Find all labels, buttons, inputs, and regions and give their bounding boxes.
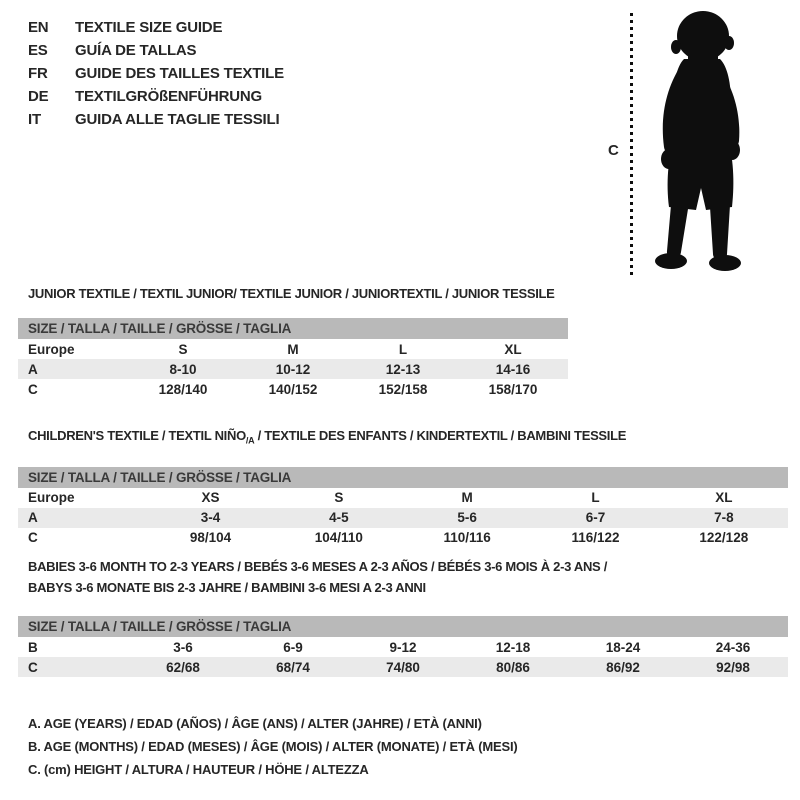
table-row [18,339,568,359]
row-label: Europe [28,341,75,357]
table-cell: 98/104 [189,530,232,546]
size-table-head [18,318,568,339]
size-table-body [18,488,788,548]
table-cell: L [398,341,408,357]
table-cell: 12-13 [385,361,421,377]
row-label: A [28,361,38,377]
table-cell: 6-7 [585,510,606,526]
section-heading [28,283,800,304]
row-label: C [28,381,38,397]
language-code: IT [28,111,41,128]
table-cell: 7-8 [714,510,734,526]
row-label: A [28,510,38,526]
table-cell: 9-12 [389,639,417,655]
table-row [18,657,788,677]
table-cell: 5-6 [457,510,477,526]
table-cell: 12-18 [495,639,531,655]
table-cell: M [287,341,299,357]
language-code: DE [28,88,49,105]
height-measure-label: C [608,142,619,159]
language-code: ES [28,42,48,59]
table-cell: 104/110 [314,530,363,546]
footnotes [28,712,518,781]
table-cell: 128/140 [158,381,208,397]
table-cell: 3-6 [173,639,193,655]
table-cell: 80/86 [496,659,530,675]
language-label: TEXTILE SIZE GUIDE [75,19,223,36]
size-section-3 [28,556,800,677]
row-label: B [28,639,38,655]
table-header-row [18,616,788,637]
table-row [18,637,788,657]
table-cell: 14-16 [495,361,531,377]
table-row [18,508,788,528]
table-cell: 4-5 [329,510,349,526]
table-cell: 110/116 [443,530,491,546]
language-label: TEXTILGRÖßENFÜHRUNG [75,88,263,105]
heading-text: JUNIOR TEXTILE / TEXTIL JUNIOR/ TEXTILE JUNIOR / JUNIORTEXTIL / JUNIOR TESSILE [28,286,555,301]
table-cell: 122/128 [699,530,749,546]
table-cell: 116/122 [571,530,620,546]
table-cell: S [178,341,188,357]
table-cell: XL [715,490,733,506]
footnote-line: C. (cm) HEIGHT / ALTURA / HAUTEUR / HÖHE / ALTEZZA [28,762,369,777]
table-cell: 18-24 [605,639,641,655]
table-header-cell: SIZE / TALLA / TAILLE / GRÖSSE / TAGLIA [18,318,568,339]
section-heading [28,425,800,452]
heading-text: CHILDREN'S TEXTILE / TEXTIL NIÑO [28,428,246,443]
table-header-cell: SIZE / TALLA / TAILLE / GRÖSSE / TAGLIA [18,467,788,488]
table-row [18,528,788,548]
table-cell: 10-12 [275,361,311,377]
toddler-silhouette-icon [644,11,756,273]
row-label: C [28,530,38,546]
size-table-body [18,339,568,399]
language-code: FR [28,65,48,82]
table-cell: XS [201,490,220,506]
heading-text: /A [245,435,255,446]
row-label: Europe [28,490,75,506]
language-row [28,16,284,39]
size-table-head [18,616,788,637]
table-cell: 3-4 [200,510,221,526]
heading-text: BABYS 3-6 MONATE BIS 2-3 JAHRE / BAMBINI 3-6 MESI A 2-3 ANNI [28,580,426,595]
language-code: EN [28,19,49,36]
table-cell: L [591,490,600,506]
table-cell: S [334,490,344,506]
table-cell: 158/170 [488,381,538,397]
height-measure-line [630,13,633,277]
table-row [18,379,568,399]
language-list [28,16,284,131]
size-table-body [18,637,788,677]
table-cell: 6-9 [283,639,303,655]
table-header-row [18,318,568,339]
table-cell: 74/80 [386,659,420,675]
size-table [18,616,788,677]
table-cell: 8-10 [169,361,197,377]
table-cell: XL [504,341,522,357]
size-section-2 [28,425,800,548]
size-table [18,467,788,548]
table-cell: 140/152 [268,381,318,397]
table-cell: 62/68 [166,659,200,675]
table-cell: 92/98 [716,659,750,675]
table-cell: M [461,490,473,506]
section-heading [28,556,800,598]
language-row [28,62,284,85]
table-cell: 86/92 [606,659,640,675]
heading-text: / TEXTILE DES ENFANTS / KINDERTEXTIL / BAMBINI TESSILE [254,428,627,443]
table-cell: 24-36 [715,639,751,655]
table-row [18,359,568,379]
language-label: GUIDA ALLE TAGLIE TESSILI [75,111,280,128]
table-row [18,488,788,508]
footnote-line: B. AGE (MONTHS) / EDAD (MESES) / ÂGE (MOIS) / ALTER (MONATE) / ETÀ (MESI) [28,739,518,754]
row-label: C [28,659,38,675]
language-row [28,85,284,108]
size-table-head [18,467,788,488]
table-cell: 68/74 [276,659,310,675]
table-header-cell: SIZE / TALLA / TAILLE / GRÖSSE / TAGLIA [18,616,788,637]
language-row [28,108,284,131]
language-label: GUIDE DES TAILLES TEXTILE [75,65,284,82]
size-section-1 [28,283,800,399]
footnote-line: A. AGE (YEARS) / EDAD (AÑOS) / ÂGE (ANS) / ALTER (JAHRE) / ETÀ (ANNI) [28,716,482,731]
heading-text: BABIES 3-6 MONTH TO 2-3 YEARS / BEBÉS 3-6 MESES A 2-3 AÑOS / BÉBÉS 3-6 MOIS À 2-3 ANS / [28,559,608,574]
table-header-row [18,467,788,488]
size-table [18,318,568,399]
table-cell: 152/158 [378,381,428,397]
language-label: GUÍA DE TALLAS [75,42,197,59]
language-row [28,39,284,62]
